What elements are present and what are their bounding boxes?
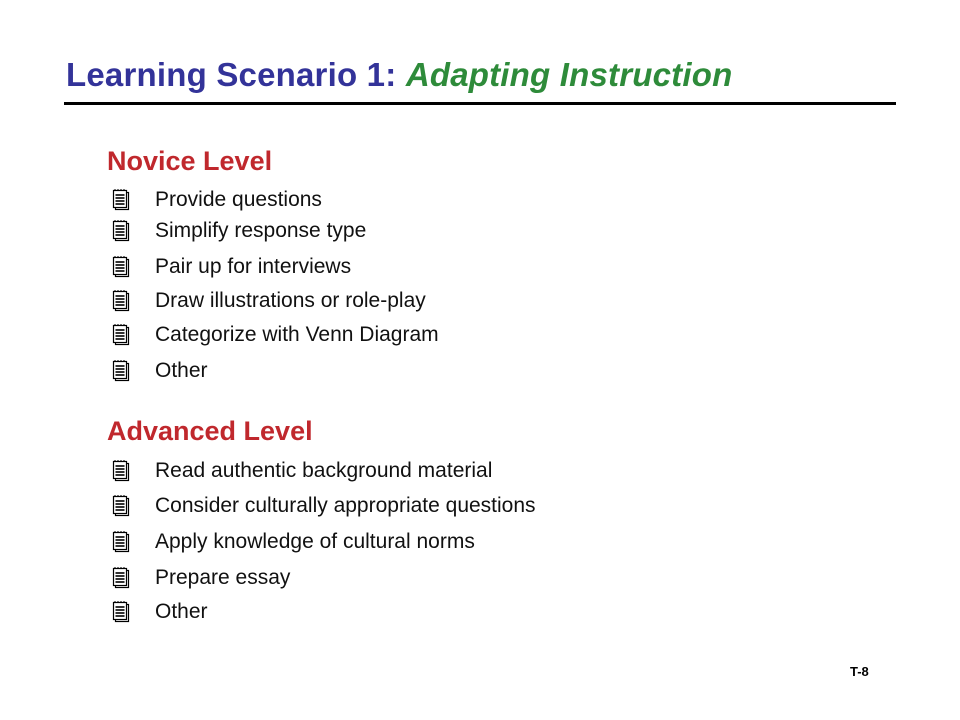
notepad-icon (112, 220, 130, 242)
list-item (112, 598, 208, 626)
list-item (112, 457, 492, 485)
list-item (112, 357, 208, 385)
list-item-text: Provide questions (155, 188, 322, 211)
list-item (112, 492, 536, 520)
list-item (112, 186, 322, 214)
slide-title (66, 56, 732, 94)
slide-number: T-8 (850, 664, 869, 679)
list-item-text: Pair up for interviews (155, 255, 352, 278)
notepad-icon (112, 360, 130, 382)
list-item-text: Read authentic background material (155, 459, 493, 482)
list-item (112, 253, 351, 281)
notepad-icon (112, 189, 130, 211)
notepad-icon (112, 601, 130, 623)
notepad-icon (112, 567, 130, 589)
notepad-icon (112, 531, 130, 553)
section-heading-advanced: Advanced Level (107, 416, 313, 446)
notepad-icon (112, 495, 130, 517)
list-item-text: Categorize with Venn Diagram (155, 323, 439, 346)
notepad-icon (112, 290, 130, 312)
notepad-icon (112, 324, 130, 346)
list-item-text: Simplify response type (155, 219, 367, 242)
list-item (112, 564, 290, 592)
list-item-text: Other (155, 600, 208, 623)
list-item-text: Other (155, 359, 208, 382)
list-item (112, 528, 475, 556)
list-item-text: Draw illustrations or role-play (155, 289, 426, 312)
list-item-text: Prepare essay (155, 566, 291, 589)
list-item-text: Apply knowledge of cultural norms (155, 530, 475, 553)
list-item (112, 321, 439, 349)
title-main: Learning Scenario 1: (66, 56, 397, 93)
title-subtitle: Adapting Instruction (405, 56, 733, 93)
notepad-icon (112, 256, 130, 278)
notepad-icon (112, 460, 130, 482)
list-item-text: Consider culturally appropriate questions (155, 494, 536, 517)
list-item (112, 217, 366, 245)
list-item (112, 287, 426, 315)
section-heading-novice: Novice Level (107, 146, 273, 176)
title-underline (64, 102, 896, 105)
